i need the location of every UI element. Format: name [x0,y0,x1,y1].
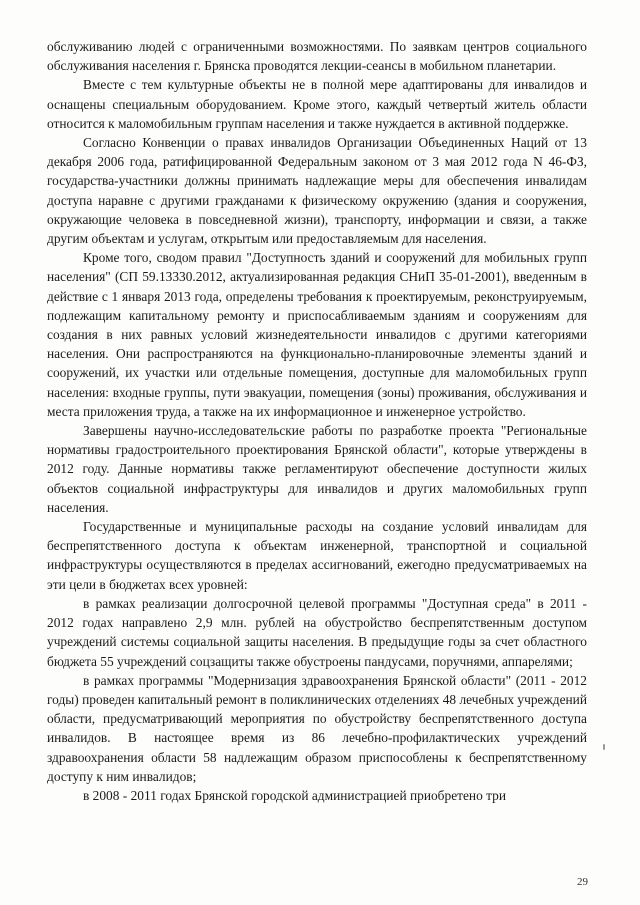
paragraph-expenditures: Государственные и муниципальные расходы на создание условий инвалидам для беспрепятственного доступа к объектам инженерной, транспортной и социальной инфраструктуры осуществляются в пределах ассигнований, ежегодно предусматриваемых на эти цели в бюджетах всех уровней: [47,519,587,592]
paragraph-healthcare-modernization: в рамках программы "Модернизация здравоохранения Брянской области" (2011 - 2012 годы) проведен капитальный ремонт в поликлинических отделениях 48 лечебных учреждений области, предусматривающий мероприятия по обустройству беспрепятственного доступа инвалидов. В настоящее время из 86 лечебно-профилактических учреждений здравоохранения области 58 надлежащим образом приспособлены к беспрепятственному доступу к ним инвалидов; [47,672,588,784]
page-number: 29 [577,876,588,888]
paragraph-continuation: обслуживанию людей с ограниченными возможностями. По заявкам центров социального обслуживания населения г. Брянска проводятся лекции-сеансы в мобильном планетарии. [47,39,587,74]
paragraph-city-administration: в 2008 - 2011 годах Брянской городской администрацией приобретено три [83,787,507,803]
paragraph-accessible-environment: в рамках реализации долгосрочной целевой программы "Доступная среда" в 2011 - 2012 годах направлено 2,9 млн. рублей на обустройство беспрепятственным доступом учреждений системы социальной защиты населения. В предыдущие годы за счет областного бюджета 55 учреждений соцзащиты также обустроены пандусами, поручнями, аппарелями; [47,595,587,669]
paragraph-cultural-objects: Вместе с тем культурные объекты не в полной мере адаптированы для инвалидов и оснащены специальным оборудованием. Кроме этого, каждый четвертый житель области относится к маломобильным группам населения и также нуждается в активной поддержке. [47,77,587,131]
paragraph-regional-norms: Завершены научно-исследовательские работы по разработке проекта "Региональные нормативы градостроительного проектирования Брянской области", которые утверждены в 2012 году. Данные нормативы также регламентируют обеспечение доступности жилых объектов социальной инфраструктуры для инвалидов и других маломобильных групп населения. [47,423,587,515]
scan-artifact [603,744,605,750]
document-body [47,37,587,805]
paragraph-un-convention: Согласно Конвенции о правах инвалидов Организации Объединенных Наций от 13 декабря 2006 года, ратифицированной Федеральным законом от 3 мая 2012 года N 46-ФЗ, государства-участники должны принимать надлежащие меры для обеспечения инвалидам доступа наравне с другими гражданами к физическому окружению (здания и сооружения, окружающие человека в повседневной жизни), транспорту, информации и связи, а также другим объектам и услугам, открытым или предоставляемым для населения. [47,135,587,247]
paragraph-building-code: Кроме того, сводом правил "Доступность зданий и сооружений для мобильных групп населения" (СП 59.13330.2012, актуализированная редакция СНиП 35-01-2001), введенным в действие с 1 января 2013 года, определены требования к проектируемым, реконструируемым, подлежащим капитальному ремонту и приспосабливаемым зданиям и сооружениям для создания в них равных условий жизнедеятельности инвалидов с другими категориями населения. Они распространяются на функционально-планировочные элементы зданий и сооружений, их участки или отдельные помещения, доступные для маломобильных групп населения: входные группы, пути эвакуации, помещения (зоны) проживания, обслуживания и места приложения труда, а также на их информационное и инженерное устройство. [47,250,587,419]
